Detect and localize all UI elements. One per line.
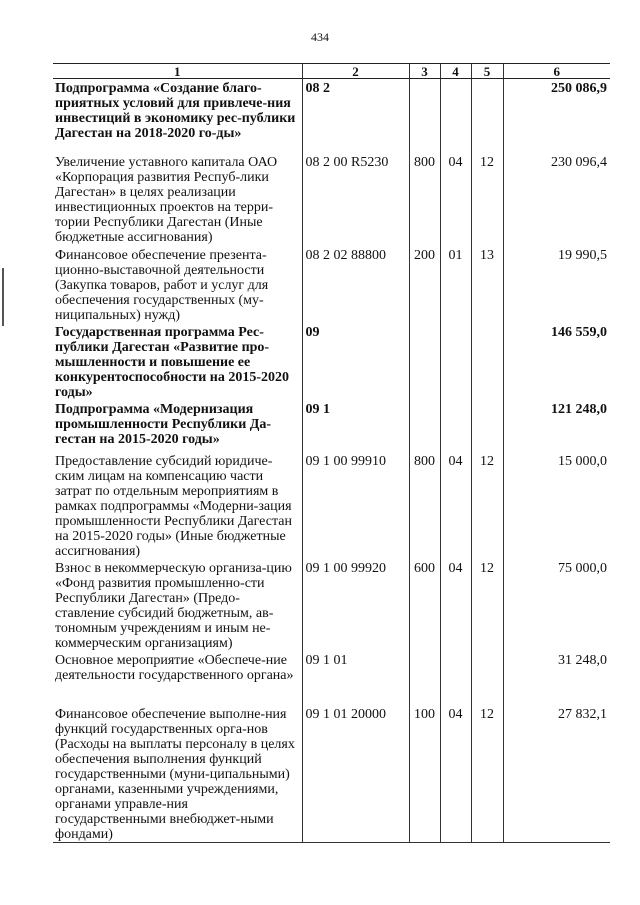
row-amount: 121 248,0 (503, 400, 610, 452)
row-amount: 31 248,0 (503, 651, 610, 705)
row-pr: 12 (471, 705, 503, 843)
row-amount: 250 086,9 (503, 79, 610, 153)
row-rz: 04 (440, 452, 471, 559)
row-pr: 12 (471, 153, 503, 246)
column-header: 4 (440, 64, 471, 79)
table-row (53, 452, 610, 559)
row-rz (440, 323, 471, 400)
row-amount: 19 990,5 (503, 246, 610, 323)
row-code: 08 2 00 R5230 (302, 153, 409, 246)
row-name: Взнос в некоммерческую организа-цию «Фонд развития промышленно-сти Республики Дагестан» (Предо-ставление субсидий бюджетным, ав-тономным учреждениям и иным не-коммерческим организациям) (55, 560, 292, 651)
row-code: 09 1 (302, 400, 409, 452)
row-rz: 04 (440, 559, 471, 651)
column-header: 1 (53, 64, 302, 79)
row-code: 09 1 01 20000 (302, 705, 409, 843)
row-name: Финансовое обеспечение выполне-ния функций государственных орга-нов (Расходы на выплаты персоналу в целях обеспечения выполнения функций государственными (муни-ципальными) органами, казенными учреждениями, органами управле-ния государственными внебюджет-ными фондами) (53, 705, 302, 843)
row-pr (471, 323, 503, 400)
row-vr (409, 323, 440, 400)
row-code: 09 1 01 (302, 651, 409, 705)
row-pr: 13 (471, 246, 503, 323)
budget-table (53, 63, 610, 843)
row-name: Подпрограмма «Модернизация промышленности Республики Да-гестан на 2015-2020 годы» (55, 401, 272, 447)
row-vr: 800 (409, 153, 440, 246)
row-amount: 75 000,0 (503, 559, 610, 651)
row-vr: 800 (409, 452, 440, 559)
row-rz (440, 400, 471, 452)
row-name: Подпрограмма «Создание благо-приятных условий для привлече-ния инвестиций в экономику рес-публики Дагестан на 2018-2020 го-ды» (55, 81, 296, 141)
table-row (53, 323, 610, 400)
row-amount: 230 096,4 (503, 153, 610, 246)
row-code: 09 1 00 99920 (302, 559, 409, 651)
table-row (53, 400, 610, 452)
row-vr: 100 (409, 705, 440, 843)
row-rz: 04 (440, 705, 471, 843)
table-row (53, 651, 610, 705)
page-number: 434 (311, 30, 329, 44)
row-code: 08 2 02 88800 (302, 246, 409, 323)
scan-edge-mark (2, 268, 4, 326)
row-name: Государственная программа Рес-публики Дагестан «Развитие про-мышленности и повышение ее конкурентоспособности на 2015-2020 годы» (55, 324, 290, 400)
row-vr (409, 400, 440, 452)
row-vr (409, 79, 440, 153)
column-header: 6 (503, 64, 610, 79)
row-amount: 146 559,0 (503, 323, 610, 400)
row-amount: 27 832,1 (503, 705, 610, 843)
row-vr (409, 651, 440, 705)
row-pr (471, 651, 503, 705)
row-code: 09 1 00 99910 (302, 452, 409, 559)
row-pr (471, 79, 503, 153)
row-vr: 200 (409, 246, 440, 323)
row-name: Предоставление субсидий юридиче-ским лицам на компенсацию части затрат по отдельным мероприятиям в рамках подпрограммы «Модерни-зация промышленности Республики Дагестан на 2015-2020 годы» (Иные бюджетные ассигнования) (55, 453, 292, 559)
row-rz (440, 79, 471, 153)
row-pr: 12 (471, 452, 503, 559)
column-header: 2 (302, 64, 409, 79)
table-row (53, 79, 610, 153)
row-pr: 12 (471, 559, 503, 651)
row-name: Основное мероприятие «Обеспече-ние деятельности государственного органа» (55, 652, 294, 683)
column-header: 5 (471, 64, 503, 79)
row-rz: 04 (440, 153, 471, 246)
table-row (53, 559, 610, 651)
row-pr (471, 400, 503, 452)
row-name: Финансовое обеспечение презента-ционно-выставочной деятельности (Закупка товаров, работ и услуг для обеспечения государственных (му-ниципальных) нужд) (55, 247, 269, 323)
table-body (53, 79, 610, 843)
column-header: 3 (409, 64, 440, 79)
row-code: 08 2 (302, 79, 409, 153)
column-number-row (53, 64, 610, 79)
table-row (53, 246, 610, 323)
table-row (53, 153, 610, 246)
row-vr: 600 (409, 559, 440, 651)
table-row (53, 705, 610, 843)
row-amount: 15 000,0 (503, 452, 610, 559)
row-name: Увеличение уставного капитала ОАО «Корпорация развития Респуб-лики Дагестан» в целях реализации инвестиционных проектов на терри-тории Республики Дагестан (Иные бюджетные ассигнования) (55, 154, 278, 245)
row-rz: 01 (440, 246, 471, 323)
row-rz (440, 651, 471, 705)
row-code: 09 (302, 323, 409, 400)
